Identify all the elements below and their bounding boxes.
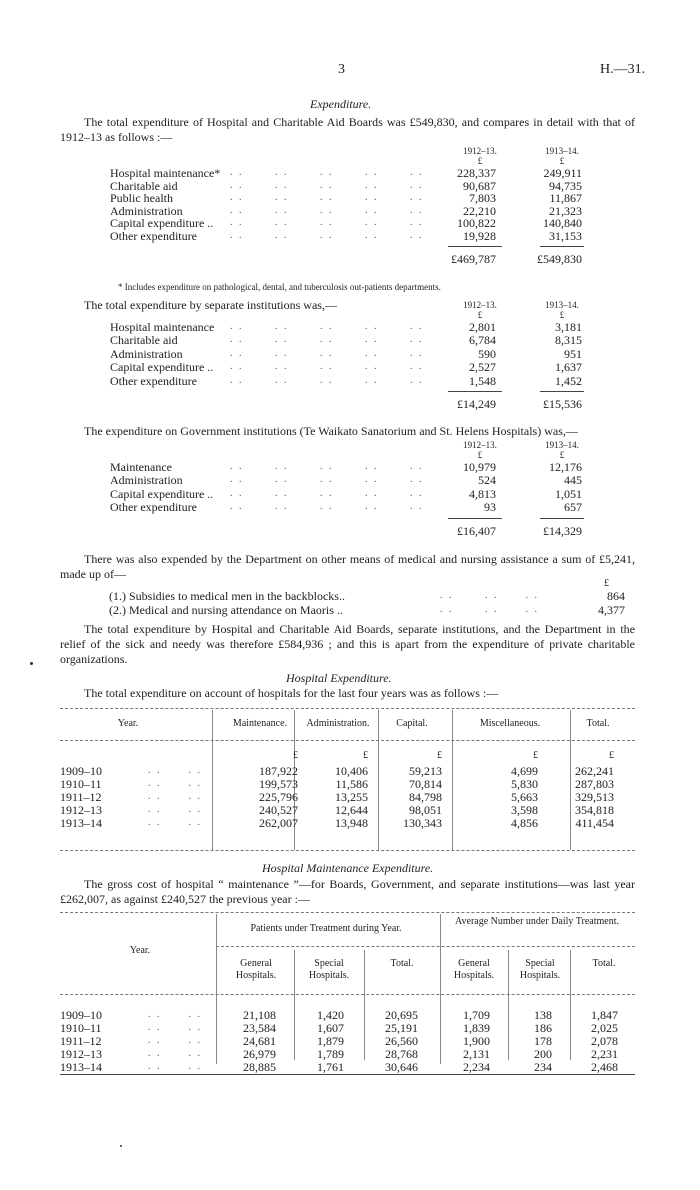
data-cell: 234 bbox=[534, 1060, 552, 1074]
leader-dots: . . . . bbox=[148, 804, 202, 815]
medical-row-1-value: 864 bbox=[607, 589, 625, 603]
value-1913-14: 1,637 bbox=[555, 360, 582, 375]
value-1913-14: 445 bbox=[564, 473, 582, 488]
row-label: Other expenditure bbox=[110, 373, 197, 388]
data-cell: 12,644 bbox=[335, 803, 368, 817]
unit-symbol: £ bbox=[477, 450, 483, 460]
hospital-expenditure-heading: Hospital Expenditure. bbox=[286, 671, 392, 685]
separate-intro: The total expenditure by separate institutions was,— bbox=[84, 298, 337, 312]
value-1913-14: 140,840 bbox=[543, 216, 582, 231]
data-cell: 354,818 bbox=[575, 803, 614, 817]
document-reference: H.—31. bbox=[600, 62, 646, 77]
unit-symbol: £ bbox=[559, 156, 565, 166]
leader-dots: . . . . . . . . . . bbox=[230, 501, 424, 513]
page-number: 3 bbox=[338, 62, 345, 77]
leader-dots: . . . . bbox=[148, 1022, 202, 1033]
data-cell: 59,213 bbox=[409, 764, 442, 778]
data-cell: 20,695 bbox=[385, 1008, 418, 1022]
table-bottom-rule bbox=[60, 1074, 635, 1075]
leader-dots: . . . . bbox=[148, 1048, 202, 1059]
group-rule bbox=[216, 946, 635, 947]
row-label: Maintenance bbox=[110, 460, 172, 474]
value-1912-13: 1,548 bbox=[469, 373, 496, 388]
row-label: Capital expenditure .. bbox=[110, 486, 214, 501]
data-cell: 1,607 bbox=[317, 1021, 344, 1035]
leader-dots: . . . . bbox=[148, 791, 202, 802]
leader-dots: . . . . . . . . . . bbox=[230, 167, 424, 178]
data-cell: 1,839 bbox=[463, 1021, 490, 1035]
group-header-average: Average Number under Daily Treatment. bbox=[455, 916, 619, 927]
data-cell: 262,241 bbox=[575, 764, 614, 778]
row-label: Capital expenditure .. bbox=[110, 216, 214, 231]
col-header-1913-14: 1913–14. bbox=[545, 440, 579, 450]
year-cell: 1909–10 bbox=[60, 764, 102, 778]
expenditure-intro: The total expenditure of Hospital and Charitable Aid Boards was £549,830, and compares in detail with that of 1912–13 as follows :— bbox=[60, 115, 635, 144]
row-label: Public health bbox=[110, 191, 173, 206]
data-cell: 28,768 bbox=[385, 1047, 418, 1061]
row-label: Administration bbox=[110, 346, 183, 361]
data-cell: 199,573 bbox=[259, 777, 298, 791]
unit-symbol: £ bbox=[293, 750, 298, 761]
data-cell: 287,803 bbox=[575, 777, 614, 791]
unit-symbol: £ bbox=[609, 750, 614, 761]
year-cell: 1910–11 bbox=[60, 777, 102, 791]
value-1913-14: 951 bbox=[564, 346, 582, 361]
total-1912-13: £14,249 bbox=[457, 397, 496, 411]
data-cell: 2,131 bbox=[463, 1047, 490, 1061]
value-1913-14: 8,315 bbox=[555, 333, 582, 348]
leader-dots: . . . . . . . . . . bbox=[230, 192, 424, 204]
col-header-1912-13: 1912–13. bbox=[463, 440, 497, 450]
unit-symbol: £ bbox=[437, 750, 442, 761]
value-1913-14: 1,452 bbox=[555, 373, 582, 388]
value-1913-14: 657 bbox=[564, 500, 582, 515]
value-1912-13: 93 bbox=[484, 500, 496, 515]
value-1912-13: 6,784 bbox=[469, 333, 496, 348]
data-cell: 262,007 bbox=[259, 816, 298, 830]
value-1912-13: 100,822 bbox=[457, 216, 496, 231]
group-header-patients: Patients under Treatment during Year. bbox=[250, 923, 402, 934]
total-1913-14: £14,329 bbox=[543, 523, 582, 538]
sub-header: Total. bbox=[390, 958, 414, 969]
data-cell: 187,922 bbox=[259, 764, 298, 778]
hospital-expenditure-intro: The total expenditure on account of hospitals for the last four years was as follows :— bbox=[84, 686, 499, 700]
column-header: Year. bbox=[117, 718, 139, 729]
table-top-rule bbox=[60, 912, 635, 913]
unit-symbol: £ bbox=[477, 310, 483, 320]
value-1912-13: 10,979 bbox=[463, 460, 496, 474]
data-cell: 225,796 bbox=[259, 790, 298, 804]
year-cell: 1909–10 bbox=[60, 1008, 102, 1022]
sub-header: General Hospitals. bbox=[453, 958, 495, 981]
value-1913-14: 21,323 bbox=[549, 203, 582, 218]
value-1913-14: 11,867 bbox=[549, 191, 582, 206]
data-cell: 5,663 bbox=[511, 790, 538, 804]
leader-dots: . . . . . . bbox=[440, 590, 539, 601]
value-1913-14: 3,181 bbox=[555, 320, 582, 334]
data-cell: 1,420 bbox=[317, 1008, 344, 1022]
sub-header: General Hospitals. bbox=[235, 958, 277, 981]
unit-symbol: £ bbox=[363, 750, 368, 761]
value-1912-13: 524 bbox=[478, 473, 496, 488]
data-cell: 2,231 bbox=[591, 1047, 618, 1061]
leader-dots: . . . . . . . . . . bbox=[230, 230, 424, 241]
data-cell: 1,900 bbox=[463, 1034, 490, 1048]
total-rule bbox=[540, 391, 584, 392]
leader-dots: . . . . . . . . . . bbox=[230, 334, 424, 346]
value-1912-13: 4,813 bbox=[469, 486, 496, 501]
summary-paragraph: The total expenditure by Hospital and Charitable Aid Boards, separate institutions, and the Department in the relief of the sick and needy was therefore £584,936 ; and this is apart from the expenditure of private charitable organizations. bbox=[60, 622, 635, 666]
leader-dots: . . . . . . . . . . bbox=[230, 487, 424, 499]
row-label: Capital expenditure .. bbox=[110, 360, 214, 375]
column-header: Administration. bbox=[306, 718, 370, 729]
year-cell: 1913–14 bbox=[60, 1060, 102, 1074]
total-1913-14: £549,830 bbox=[537, 251, 582, 266]
data-cell: 178 bbox=[534, 1034, 552, 1048]
leader-dots: . . . . bbox=[148, 1061, 202, 1072]
row-label: Charitable aid bbox=[110, 178, 178, 193]
data-cell: 2,468 bbox=[591, 1060, 618, 1074]
data-cell: 240,527 bbox=[259, 803, 298, 817]
footnote: * Includes expenditure on pathological, dental, and tuberculosis out-patients departments. bbox=[118, 282, 441, 292]
data-cell: 2,234 bbox=[463, 1060, 490, 1074]
data-cell: 1,709 bbox=[463, 1008, 490, 1022]
unit-symbol: £ bbox=[533, 750, 538, 761]
data-cell: 26,979 bbox=[243, 1047, 276, 1061]
data-cell: 138 bbox=[534, 1008, 552, 1022]
header-rule bbox=[60, 740, 635, 741]
header-rule bbox=[60, 994, 635, 995]
data-cell: 3,598 bbox=[511, 803, 538, 817]
data-cell: 200 bbox=[534, 1047, 552, 1061]
leader-dots: . . . . . . . . . . bbox=[230, 474, 424, 486]
total-1912-13: £16,407 bbox=[457, 523, 496, 538]
data-cell: 21,108 bbox=[243, 1008, 276, 1022]
data-cell: 13,255 bbox=[335, 790, 368, 804]
year-cell: 1912–13 bbox=[60, 1047, 102, 1061]
data-cell: 2,078 bbox=[591, 1034, 618, 1048]
value-1912-13: 2,801 bbox=[469, 320, 496, 334]
data-cell: 11,586 bbox=[335, 777, 368, 791]
medical-unit: £ bbox=[604, 578, 609, 589]
value-1912-13: 2,527 bbox=[469, 360, 496, 375]
row-label: Administration bbox=[110, 473, 183, 488]
expenditure-heading: Expenditure. bbox=[310, 97, 372, 111]
data-cell: 70,814 bbox=[409, 777, 442, 791]
year-cell: 1913–14 bbox=[60, 816, 102, 830]
value-1912-13: 90,687 bbox=[463, 178, 496, 193]
column-header: Miscellaneous. bbox=[479, 718, 541, 729]
medical-row-2-label: (2.) Medical and nursing attendance on Maoris .. bbox=[109, 603, 343, 617]
leader-dots: . . . . . . . . . . bbox=[230, 374, 424, 386]
total-rule bbox=[540, 518, 584, 519]
column-divider bbox=[378, 710, 379, 850]
value-1912-13: 22,210 bbox=[463, 203, 496, 218]
leader-dots: . . . . . . . . . . bbox=[230, 204, 424, 216]
data-cell: 24,681 bbox=[243, 1034, 276, 1048]
table-top-rule bbox=[60, 708, 635, 709]
unit-symbol: £ bbox=[559, 310, 565, 320]
data-cell: 26,560 bbox=[385, 1034, 418, 1048]
column-divider bbox=[452, 710, 453, 850]
data-cell: 186 bbox=[534, 1021, 552, 1035]
col-header-1912-13: 1912–13. bbox=[463, 146, 497, 156]
value-1913-14: 249,911 bbox=[543, 166, 582, 180]
row-label: Other expenditure bbox=[110, 229, 197, 243]
leader-dots: . . . . . . . . . . bbox=[230, 321, 424, 332]
data-cell: 30,646 bbox=[385, 1060, 418, 1074]
data-cell: 4,699 bbox=[511, 764, 538, 778]
column-header: Capital. bbox=[396, 718, 428, 729]
value-1913-14: 1,051 bbox=[555, 486, 582, 501]
total-rule bbox=[448, 518, 502, 519]
margin-mark bbox=[120, 1145, 122, 1147]
year-cell: 1911–12 bbox=[60, 1034, 102, 1048]
unit-symbol: £ bbox=[559, 450, 565, 460]
leader-dots: . . . . bbox=[148, 1035, 202, 1046]
row-label: Hospital maintenance bbox=[110, 320, 215, 334]
value-1912-13: 228,337 bbox=[457, 166, 496, 180]
data-cell: 1,789 bbox=[317, 1047, 344, 1061]
total-1912-13: £469,787 bbox=[451, 251, 496, 266]
column-divider bbox=[212, 710, 213, 850]
data-cell: 28,885 bbox=[243, 1060, 276, 1074]
total-rule bbox=[448, 246, 502, 247]
col-header-1913-14: 1913–14. bbox=[545, 300, 579, 310]
data-cell: 13,948 bbox=[335, 816, 368, 830]
sub-header: Special Hospitals. bbox=[308, 958, 350, 981]
data-cell: 23,584 bbox=[243, 1021, 276, 1035]
maintenance-expenditure-intro: The gross cost of hospital “ maintenance ”—for Boards, Government, and separate institutions—was last year £262,007, as against £240,527 the previous year :— bbox=[60, 877, 635, 906]
column-header: Total. bbox=[586, 718, 610, 729]
year-cell: 1912–13 bbox=[60, 803, 102, 817]
data-cell: 2,025 bbox=[591, 1021, 618, 1035]
total-rule bbox=[448, 391, 502, 392]
data-cell: 25,191 bbox=[385, 1021, 418, 1035]
unit-symbol: £ bbox=[477, 156, 483, 166]
total-rule bbox=[540, 246, 584, 247]
leader-dots: . . . . . . bbox=[440, 604, 539, 615]
year-cell: 1911–12 bbox=[60, 790, 102, 804]
value-1913-14: 31,153 bbox=[549, 229, 582, 243]
data-cell: 329,513 bbox=[575, 790, 614, 804]
value-1912-13: 590 bbox=[478, 346, 496, 361]
data-cell: 4,856 bbox=[511, 816, 538, 830]
leader-dots: . . . . . . . . . . bbox=[230, 361, 424, 373]
year-header: Year. bbox=[129, 945, 151, 956]
row-label: Administration bbox=[110, 203, 183, 218]
leader-dots: . . . . bbox=[148, 765, 202, 776]
government-intro: The expenditure on Government institutions (Te Waikato Sanatorium and St. Helens Hospitals) was,— bbox=[84, 424, 578, 438]
data-cell: 1,761 bbox=[317, 1060, 344, 1074]
row-label: Hospital maintenance* bbox=[110, 166, 221, 180]
medical-row-2-value: 4,377 bbox=[598, 603, 625, 617]
row-label: Other expenditure bbox=[110, 500, 197, 515]
leader-dots: . . . . . . . . . . bbox=[230, 217, 424, 229]
table-bottom-rule bbox=[60, 850, 635, 851]
data-cell: 10,406 bbox=[335, 764, 368, 778]
leader-dots: . . . . . . . . . . bbox=[230, 461, 424, 472]
medical-row-1-label: (1.) Subsidies to medical men in the backblocks.. bbox=[109, 589, 345, 603]
value-1913-14: 12,176 bbox=[549, 460, 582, 474]
sub-header: Total. bbox=[592, 958, 616, 969]
year-cell: 1910–11 bbox=[60, 1021, 102, 1035]
leader-dots: . . . . bbox=[148, 817, 202, 828]
margin-mark bbox=[30, 662, 33, 665]
data-cell: 84,798 bbox=[409, 790, 442, 804]
data-cell: 411,454 bbox=[575, 816, 614, 830]
value-1913-14: 94,735 bbox=[549, 178, 582, 193]
column-header: Maintenance. bbox=[232, 718, 288, 729]
sub-header: Special Hospitals. bbox=[519, 958, 561, 981]
col-header-1912-13: 1912–13. bbox=[463, 300, 497, 310]
col-header-1913-14: 1913–14. bbox=[545, 146, 579, 156]
leader-dots: . . . . . . . . . . bbox=[230, 347, 424, 359]
data-cell: 1,879 bbox=[317, 1034, 344, 1048]
medical-intro: There was also expended by the Department on other means of medical and nursing assistance a sum of £5,241, made up of— bbox=[60, 552, 635, 581]
row-label: Charitable aid bbox=[110, 333, 178, 348]
maintenance-expenditure-heading: Hospital Maintenance Expenditure. bbox=[262, 861, 434, 875]
data-cell: 98,051 bbox=[409, 803, 442, 817]
total-1913-14: £15,536 bbox=[543, 397, 582, 411]
value-1912-13: 7,803 bbox=[469, 191, 496, 206]
leader-dots: . . . . bbox=[148, 1009, 202, 1020]
data-cell: 1,847 bbox=[591, 1008, 618, 1022]
leader-dots: . . . . bbox=[148, 778, 202, 789]
value-1912-13: 19,928 bbox=[463, 229, 496, 243]
leader-dots: . . . . . . . . . . bbox=[230, 179, 424, 191]
data-cell: 5,830 bbox=[511, 777, 538, 791]
data-cell: 130,343 bbox=[403, 816, 442, 830]
